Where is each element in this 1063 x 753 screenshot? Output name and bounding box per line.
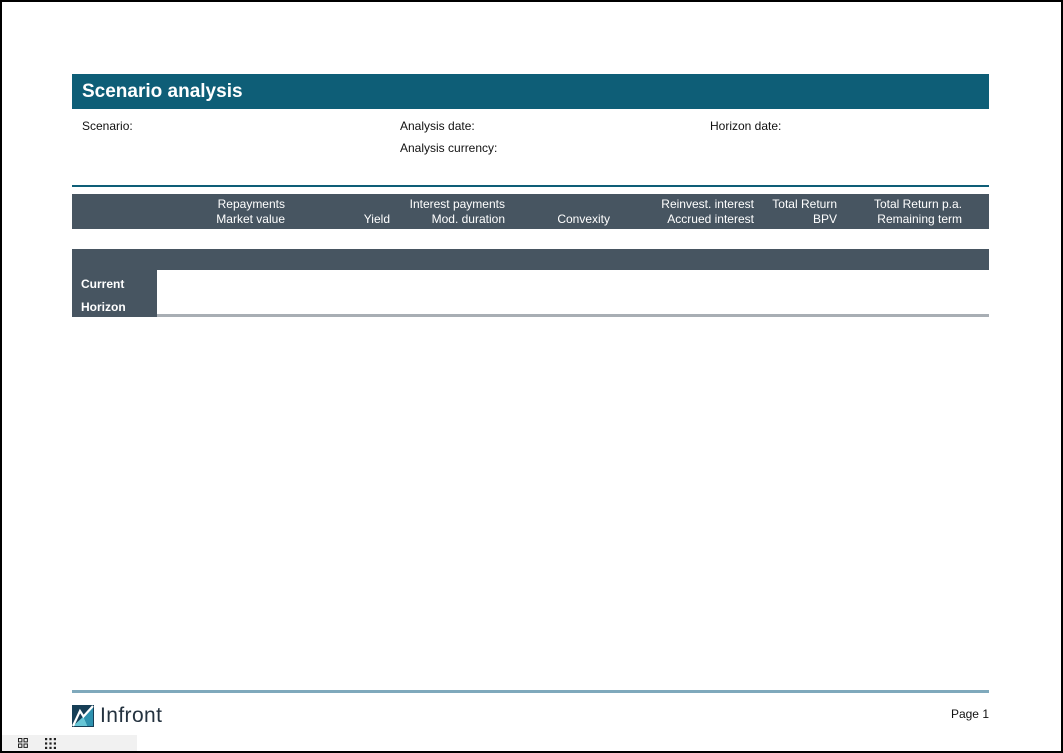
col-header-empty [72, 197, 187, 212]
col-header-remaining-term: Remaining term [877, 212, 962, 226]
row-label-box [72, 270, 157, 317]
col-header-convexity: Convexity [557, 212, 610, 226]
security-section-bar [72, 249, 989, 270]
col-header-total-return-pa: Total Return p.a. [873, 197, 962, 211]
table-header [72, 194, 989, 229]
thumbnail-grid-icon[interactable] [18, 738, 28, 748]
footer-divider [72, 690, 989, 693]
col-header-accrued-interest: Accrued interest [667, 212, 754, 226]
col-header-total-return: Total Return [772, 197, 837, 211]
horizon-date-label: Horizon date: [710, 119, 782, 133]
col-header-market-value: Market value [216, 212, 285, 226]
report-title-bar [72, 74, 989, 109]
col-header-repayments: Repayments [217, 197, 285, 211]
bottom-toolbar [2, 735, 137, 751]
page-number: Page 1 [950, 707, 989, 721]
col-header-empty-2 [72, 212, 187, 227]
rows-bottom-divider [72, 314, 989, 317]
col-header-mod-duration: Mod. duration [431, 212, 505, 226]
col-header-blank-2 [505, 197, 610, 212]
page-title: Scenario analysis [82, 81, 243, 102]
table-header-row-1 [72, 197, 989, 212]
col-header-interest-payments: Interest payments [409, 197, 505, 211]
analysis-currency-label: Analysis currency: [400, 141, 498, 155]
infront-logo-icon [72, 705, 94, 727]
header-divider [72, 185, 989, 187]
col-header-blank-1 [285, 197, 390, 212]
dot-grid-icon[interactable] [45, 738, 56, 749]
scenario-label: Scenario: [82, 119, 133, 133]
row-label-horizon: Horizon [81, 300, 126, 314]
table-header-row-2 [72, 212, 989, 227]
col-header-reinvest-interest: Reinvest. interest [661, 197, 754, 211]
col-header-yield: Yield [363, 212, 390, 226]
infront-wordmark: Infront [100, 704, 163, 727]
col-header-bpv: BPV [812, 212, 837, 226]
analysis-date-label: Analysis date: [400, 119, 475, 133]
row-label-current: Current [81, 277, 125, 291]
